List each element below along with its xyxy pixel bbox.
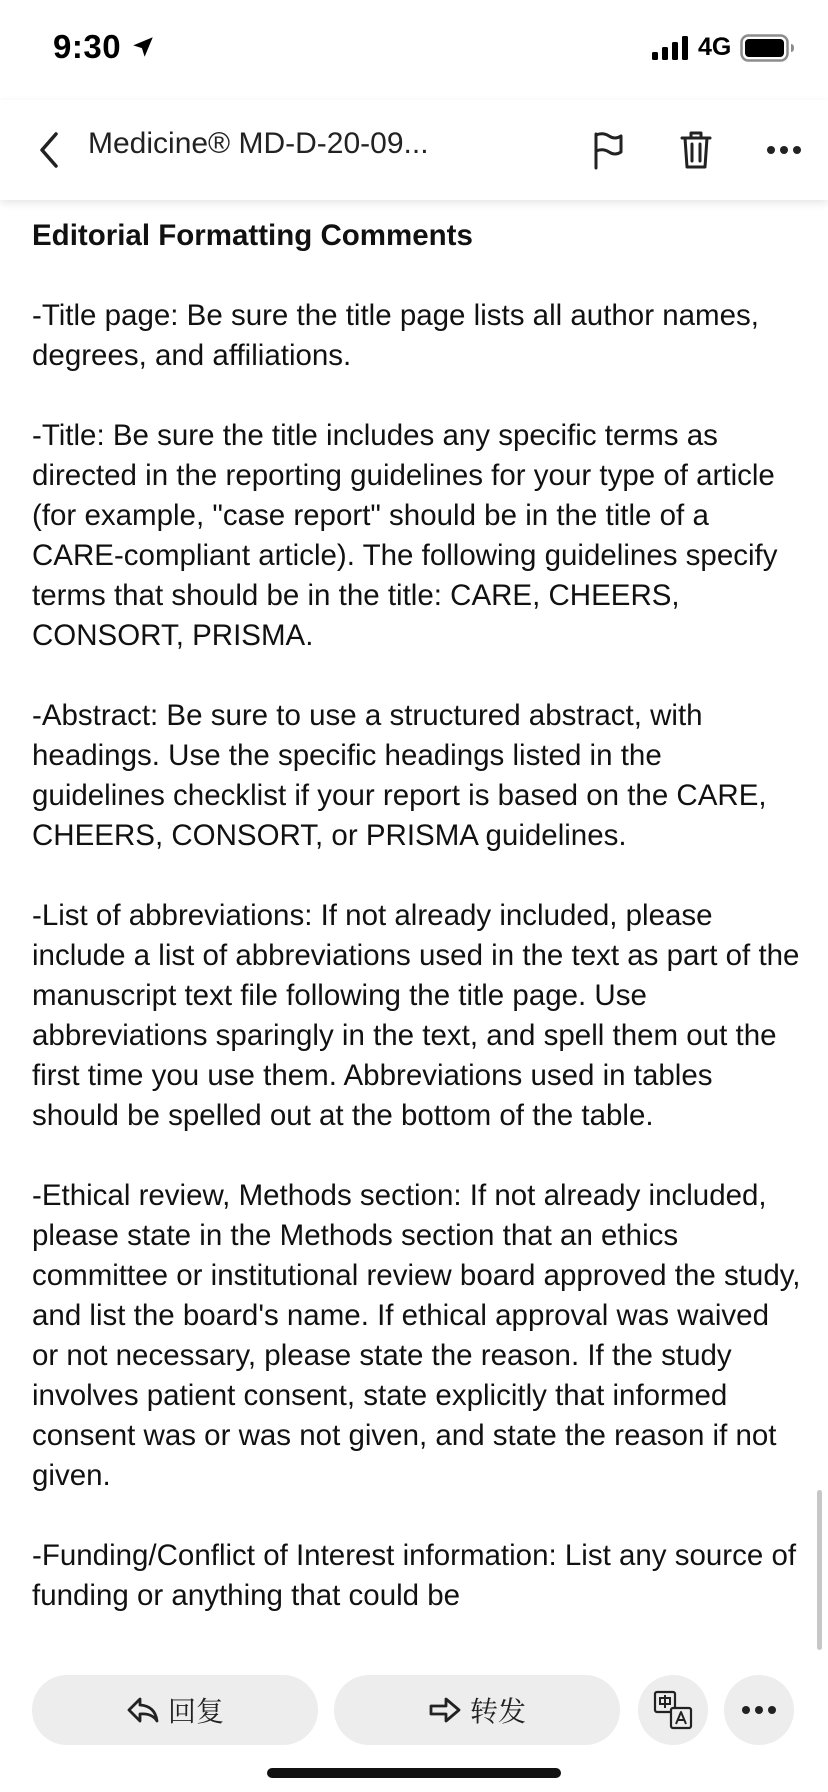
reply-arrow-icon (126, 1696, 160, 1724)
email-heading: Editorial Formatting Comments (32, 219, 473, 252)
email-subject-title: Medicine® MD-D-20-09... (88, 127, 429, 160)
status-bar (0, 0, 828, 100)
paragraph-funding: -Funding/Conflict of Interest information: List any source of funding or anything that could be (32, 1539, 797, 1612)
paragraph-abbreviations: -List of abbreviations: If not already included, please include a list of abbreviations used in the text as part of the manuscript text file following the title page. Use abbreviations sparingly in the text, and spell them out the first time you use them. Abbreviations used in tables should be spelled out at the bottom of the table. (32, 899, 800, 1132)
status-time: 9:30 (53, 28, 122, 65)
paragraph-ethical-review: -Ethical review, Methods section: If not already included, please state in the Methods section that an ethics committee or institutional review board approved the study, and list the board's name. If ethical approval was waived or not necessary, please state the reason. If the study involves patient consent, state explicitly that informed consent was or was not given, and state the reason if not given. (32, 1179, 801, 1492)
translate-icon (653, 1690, 693, 1730)
reply-button[interactable] (32, 1675, 318, 1745)
flag-icon (591, 130, 625, 170)
battery-icon (740, 34, 796, 62)
more-actions-button[interactable] (724, 1675, 794, 1745)
network-type: 4G (698, 33, 732, 61)
signal-bars-icon (652, 36, 692, 60)
trash-icon (680, 130, 712, 170)
email-body (32, 200, 802, 1655)
flag-button[interactable] (580, 122, 636, 178)
home-indicator[interactable] (267, 1768, 561, 1778)
reply-label: 回复 (167, 1696, 224, 1727)
more-dots-icon (741, 1705, 777, 1715)
location-arrow-icon (130, 34, 156, 60)
forward-label: 转发 (469, 1696, 526, 1727)
more-dots-icon (766, 145, 802, 155)
forward-arrow-icon (428, 1696, 462, 1724)
nav-header (0, 100, 828, 200)
paragraph-title: -Title: Be sure the title includes any specific terms as directed in the reporting guidelines for your type of article (for example, "case report" should be in the title of a CARE-compliant article). The following guidelines specify terms that should be in the title: CARE, CHEERS, CONSORT, PRISMA. (32, 419, 778, 652)
translate-button[interactable] (638, 1675, 708, 1745)
back-chevron-icon (36, 130, 64, 170)
more-options-button[interactable] (756, 122, 812, 178)
paragraph-abstract: -Abstract: Be sure to use a structured abstract, with headings. Use the specific headings listed in the guidelines checklist if your report is based on the CARE, CHEERS, CONSORT, or PRISMA guidelines. (32, 699, 767, 852)
back-button[interactable] (22, 122, 78, 178)
vertical-scrollbar[interactable] (817, 1490, 822, 1650)
delete-button[interactable] (668, 122, 724, 178)
forward-button[interactable] (334, 1675, 620, 1745)
paragraph-title-page: -Title page: Be sure the title page lists all author names, degrees, and affiliations. (32, 299, 759, 372)
